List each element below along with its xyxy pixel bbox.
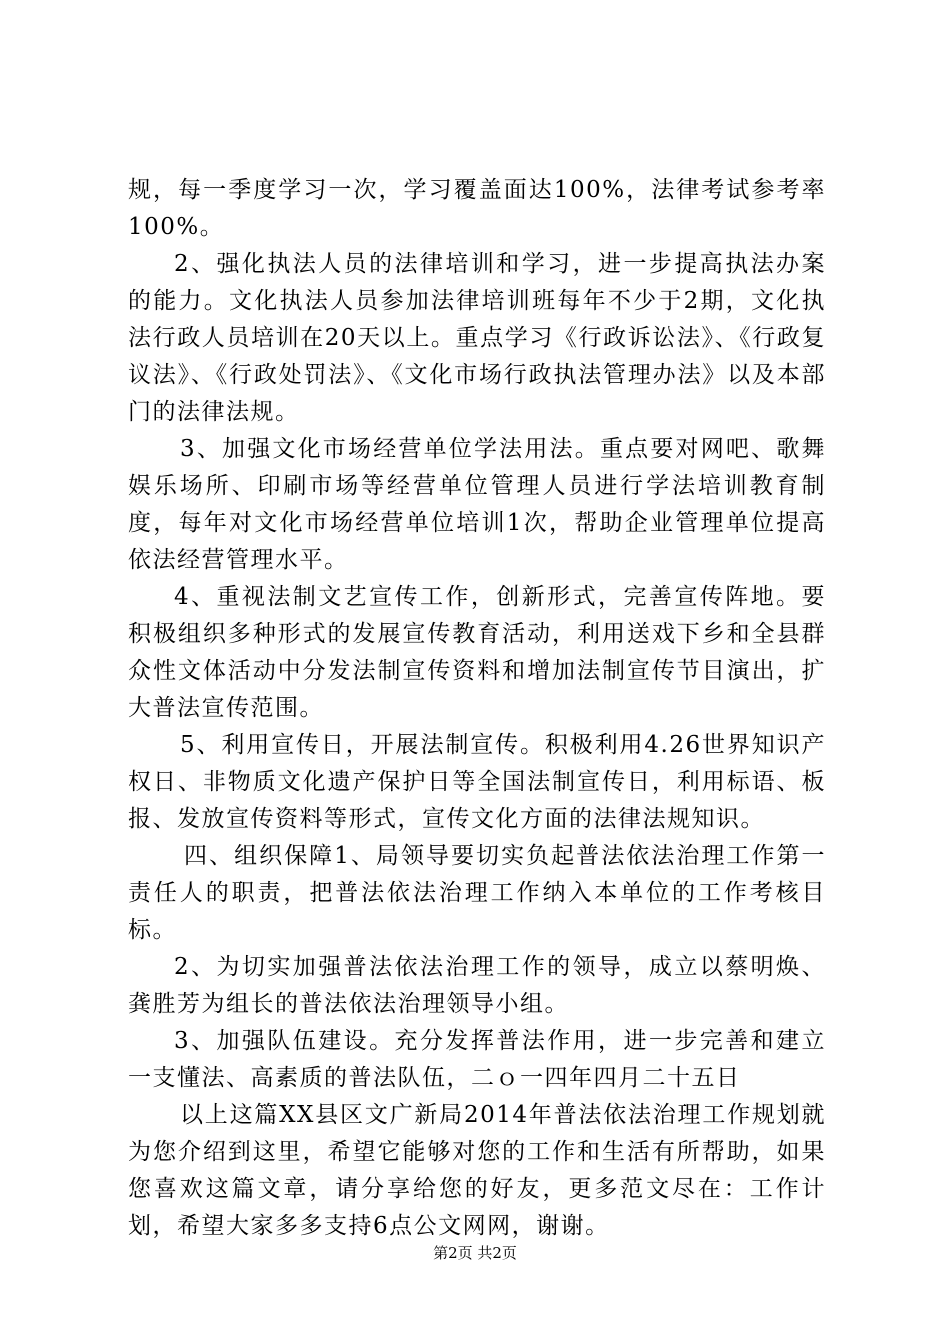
paragraph-closing-note: 以上这篇XX县区文广新局2014年普法依法治理工作规划就为您介绍到这里，希望它能够对您的工作和生活有所帮助，如果您喜欢这篇文章，请分享给您的好友，更多范文尽在：工作计划，希望大家多多支持6点公文网网，谢谢。 <box>128 1102 826 1239</box>
paragraph-section-4-guarantee: 四、组织保障1、局领导要切实负起普法依法治理工作第一责任人的职责，把普法依法治理工作纳入本单位的工作考核目标。 <box>128 843 826 943</box>
paragraph-item-5-campaign-day: 5、利用宣传日，开展法制宣传。积极利用4.26世界知识产权日、非物质文化遗产保护日等全国法制宣传日，利用标语、板报、发放宣传资料等形式，宣传文化方面的法律法规知识。 <box>128 732 826 832</box>
page-number-footer: 第2页 共2页 <box>433 1244 517 1262</box>
document-body <box>128 172 826 1245</box>
paragraph-team-building: 3、加强队伍建设。充分发挥普法作用，进一步完善和建立一支懂法、高素质的普法队伍，二ｏ一四年四月二十五日 <box>128 1028 826 1091</box>
paragraph-continuation: 规，每一季度学习一次，学习覆盖面达100%，法律考试参考率100%。 <box>128 177 826 240</box>
paragraph-item-2-training: 2、强化执法人员的法律培训和学习，进一步提高执法办案的能力。文化执法人员参加法律培训班每年不少于2期，文化执法行政人员培训在20天以上。重点学习《行政诉讼法》、《行政复议法》、《行政处罚法》、《文化市场行政执法管理办法》以及本部门的法律法规。 <box>128 251 826 425</box>
paragraph-item-4-publicity: 4、重视法制文艺宣传工作，创新形式，完善宣传阵地。要积极组织多种形式的发展宣传教育活动，利用送戏下乡和全县群众性文体活动中分发法制宣传资料和增加法制宣传节目演出，扩大普法宣传范围。 <box>128 584 826 721</box>
paragraph-item-3-market: 3、加强文化市场经营单位学法用法。重点要对网吧、歌舞娱乐场所、印刷市场等经营单位管理人员进行学法培训教育制度，每年对文化市场经营单位培训1次，帮助企业管理单位提高依法经营管理水平。 <box>128 436 826 573</box>
paragraph-leadership-group: 2、为切实加强普法依法治理工作的领导，成立以蔡明焕、龚胜芳为组长的普法依法治理领导小组。 <box>128 954 826 1017</box>
